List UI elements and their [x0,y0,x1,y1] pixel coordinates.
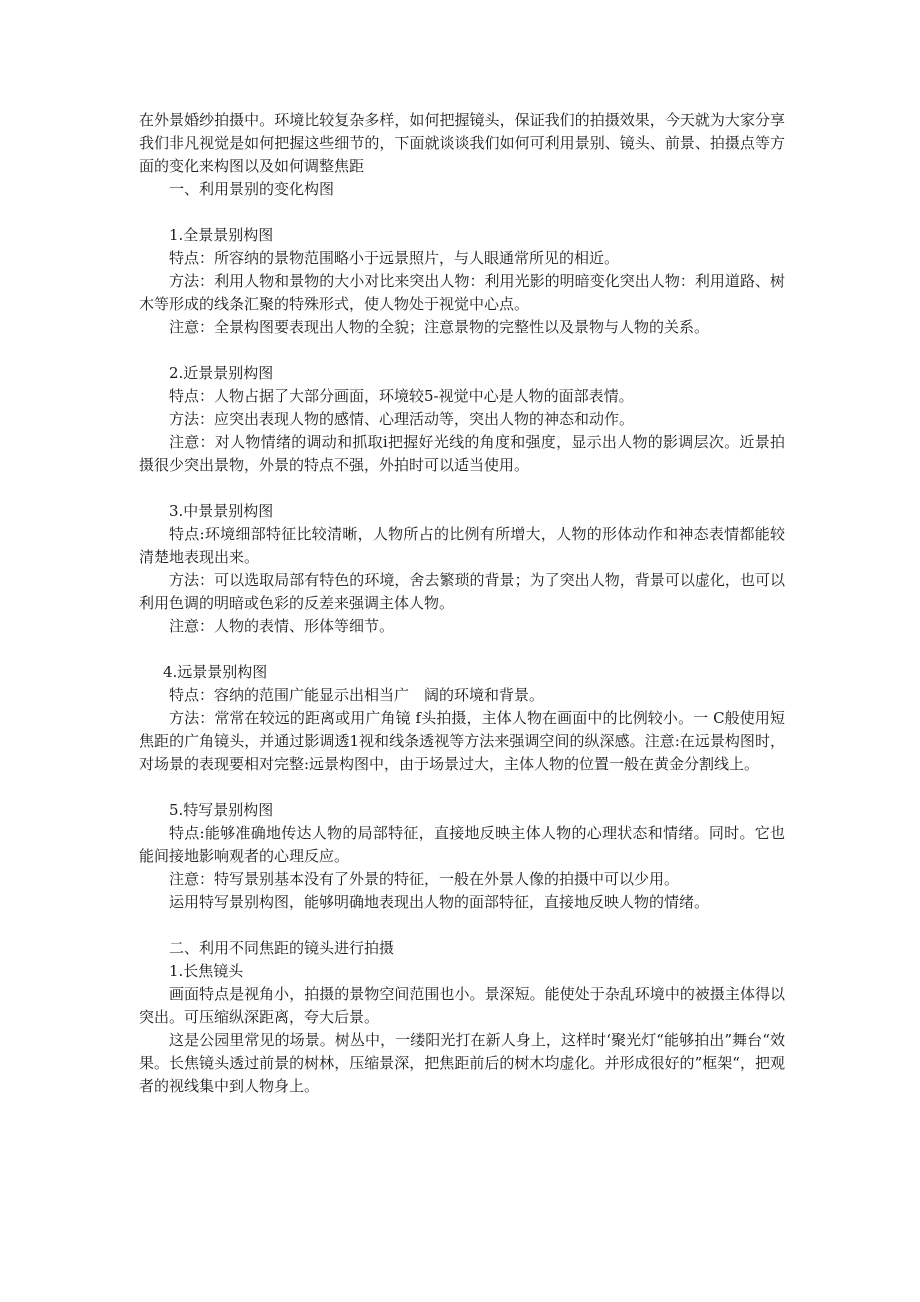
spacer [139,339,785,362]
section2-example: 这是公园里常见的场景。树丛中，一缕阳光打在新人身上，这样时‘聚光灯“能够拍出”舞台“效果。长焦镜头透过前景的树林，压缩景深，把焦距前后的树木均虚化。并形成很好的”框架“，把观者的视线集中到人物身上。 [139,1031,785,1095]
section2-heading: 二、利用不同焦距的镜头进行拍摄 [169,939,395,957]
item4-method: 方法：常常在较远的距离或用广角镜 f头拍摄，主体人物在画面中的比例较小。一 C般使用短焦距的广角镜头，并通过影调透1视和线条透视等方法来强调空间的纵深感。注意:在远景构图时，对场景的表现要相对完整:远景构图中，由于场景过大，主体人物的位置一般在黄金分割线上。 [139,709,785,773]
item3-method: 方法：可以选取局部有特色的环境，舍去繁琐的背景；为了突出人物，背景可以虚化，也可以利用色调的明暗或色彩的反差来强调主体人物。 [139,571,785,612]
item1-method: 方法：利用人物和景物的大小对比来突出人物：利用光影的明暗变化突出人物：利用道路、树木等形成的线条汇聚的特殊形式，使人物处于视觉中心点。 [139,272,785,313]
intro-paragraph: 在外景婚纱拍摄中。环境比较复杂多样，如何把握镜头，保证我们的拍摄效果，今天就为大家分享我们非凡视觉是如何把握这些细节的，下面就谈谈我们如何可利用景别、镜头、前景、拍摄点等方面的变化来构图以及如何调整焦距 [139,111,785,175]
spacer [139,201,785,224]
item1-note: 注意：全景构图要表现出人物的全貌；注意景物的完整性以及景物与人物的关系。 [169,318,710,336]
section2-title: 1.长焦镜头 [169,962,244,980]
item2-title: 2.近景景别构图 [169,364,274,382]
spacer [139,914,785,937]
item1-title: 1.全景景别构图 [169,226,274,244]
item3-note: 注意：人物的表情、形体等细节。 [169,617,395,635]
section2-feature: 画面特点是视角小，拍摄的景物空间范围也小。景深短。能使处于杂乱环境中的被摄主体得以突出。可压缩纵深距离，夸大后景。 [139,985,785,1026]
item5-usage: 运用特写景别构图，能够明确地表现出人物的面部特征，直接地反映人物的情绪。 [169,893,710,911]
item2-note: 注意：对人物情绪的调动和抓取i把握好光线的角度和强度，显示出人物的影调层次。近景拍摄很少突出景物，外景的特点不强，外拍时可以适当使用。 [139,433,785,474]
item5-feature: 特点:能够准确地传达人物的局部特征，直接地反映主体人物的心理状态和情绪。同时。它也能间接地影响观者的心理反应。 [139,824,785,865]
item4-title: 4.远景景别构图 [163,663,268,681]
item2-method: 方法：应突出表现人物的感情、心理活动等，突出人物的神态和动作。 [169,410,635,428]
item3-feature: 特点:环境细部特征比较清晰，人物所占的比例有所增大，人物的形体动作和神态表情都能较清楚地表现出来。 [139,525,785,566]
document-body [139,109,785,1098]
section1-heading: 一、利用景别的变化构图 [169,180,335,198]
item5-title: 5.特写景别构图 [169,801,274,819]
item5-note: 注意：特写景别基本没有了外景的特征，一般在外景人像的拍摄中可以少用。 [169,870,680,888]
spacer [139,638,785,661]
item1-feature: 特点：所容纳的景物范围略小于远景照片，与人眼通常所见的相近。 [169,249,620,267]
item3-title: 3.中景景别构图 [169,502,274,520]
spacer [139,477,785,500]
item4-feature: 特点：容纳的范围广能显示出相当广 阔的环境和背景。 [169,686,545,704]
item2-feature: 特点：人物占据了大部分画面，环境较5-视觉中心是人物的面部表情。 [169,387,634,405]
spacer [139,776,785,799]
